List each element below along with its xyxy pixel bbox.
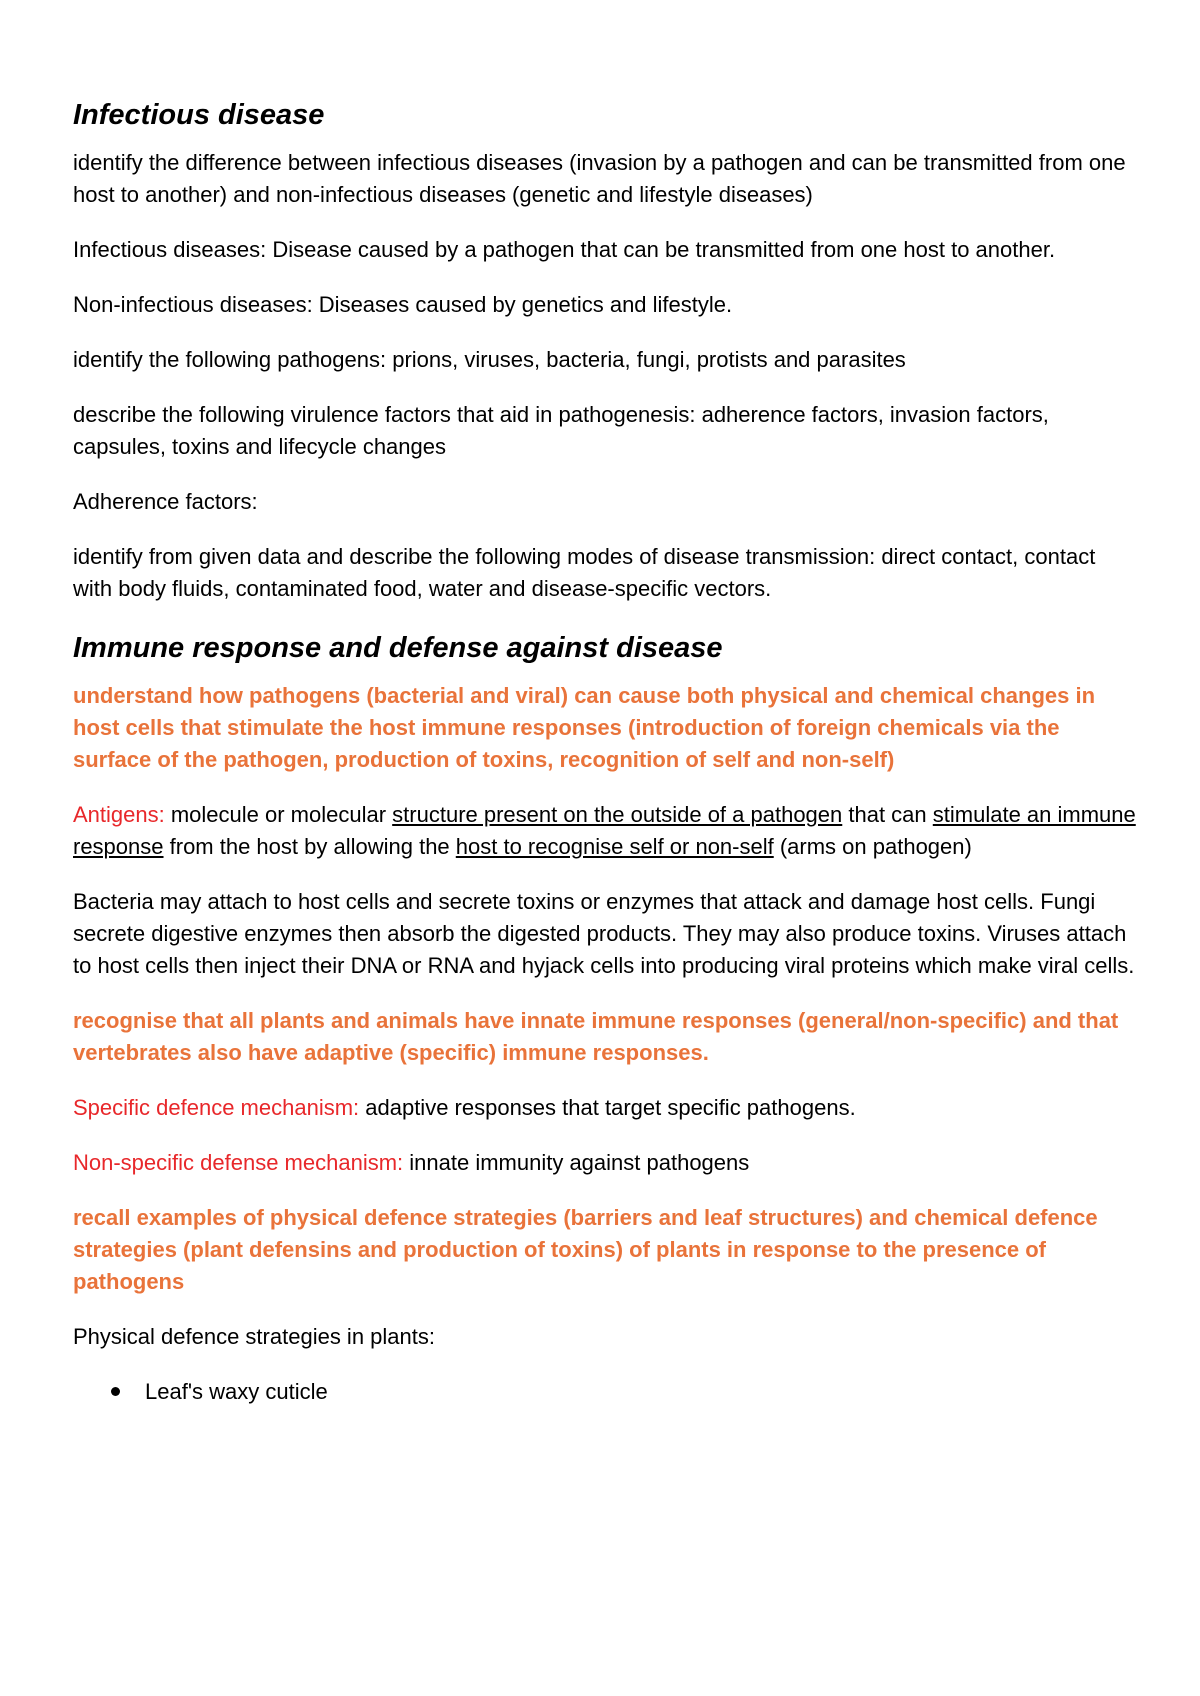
antigens-text-3: from the host by allowing the — [163, 834, 456, 859]
antigens-text-1: molecule or molecular — [164, 802, 393, 827]
heading-immune-response: Immune response and defense against disease — [73, 632, 723, 664]
paragraph-adherence-factors: Adherence factors: — [73, 489, 258, 514]
paragraph-identify-pathogens: identify the following pathogens: prions, viruses, bacteria, fungi, protists and parasites — [73, 347, 906, 372]
paragraph-virulence-factors: describe the following virulence factors that aid in pathogenesis: adherence factors, invasion factors, capsules, toxins and lifecycle changes — [73, 402, 1049, 459]
objective-pathogen-changes: understand how pathogens (bacterial and viral) can cause both physical and chemical changes in host cells that stimulate the host immune responses (introduction of foreign chemicals via the surface of the pathogen, production of toxins, recognition of self and non-self) — [73, 683, 1096, 772]
antigens-text-2: that can — [842, 802, 933, 827]
paragraph-nonspecific-defense — [73, 1147, 1140, 1179]
specific-defence-text: adaptive responses that target specific pathogens. — [359, 1095, 856, 1120]
paragraph-antigens — [73, 799, 1140, 863]
paragraph-infectious-definition: Infectious diseases: Disease caused by a pathogen that can be transmitted from one host to another. — [73, 237, 1056, 262]
list-item-text: Leaf's waxy cuticle — [145, 1379, 328, 1404]
heading-infectious-disease: Infectious disease — [73, 99, 325, 131]
antigens-underline-2: stimulate an immune response — [73, 802, 1136, 859]
paragraph-specific-defence — [73, 1092, 1140, 1124]
antigens-underline-1: structure present on the outside of a pathogen — [392, 802, 843, 827]
paragraph-transmission-modes: identify from given data and describe the following modes of disease transmission: direct contact, contact with body fluids, contaminated food, water and disease-specific vectors. — [73, 544, 1096, 601]
paragraph-physical-defence: Physical defence strategies in plants: — [73, 1324, 435, 1349]
paragraph-identify-difference: identify the difference between infectious diseases (invasion by a pathogen and can be transmitted from one host to another) and non-infectious diseases (genetic and lifestyle diseases) — [73, 150, 1126, 207]
paragraph-noninfectious-definition: Non-infectious diseases: Diseases caused by genetics and lifestyle. — [73, 292, 733, 317]
term-nonspecific-defense: Non-specific defense mechanism: — [73, 1150, 404, 1175]
paragraph-bacteria-fungi-viruses: Bacteria may attach to host cells and secrete toxins or enzymes that attack and damage host cells. Fungi secrete digestive enzymes then absorb the digested products. They may also produce toxins. Viruses attach to host cells then inject their DNA or RNA and hyjack cells into producing viral proteins which make viral cells. — [73, 889, 1135, 978]
nonspecific-defense-text: innate immunity against pathogens — [403, 1150, 750, 1175]
list-item — [73, 1376, 1140, 1408]
bullet-list — [73, 1376, 1140, 1408]
objective-innate-adaptive: recognise that all plants and animals have innate immune responses (general/non-specific) and that vertebrates also have adaptive (specific) immune responses. — [73, 1008, 1119, 1065]
term-antigens: Antigens: — [73, 802, 165, 827]
antigens-text-4: (arms on pathogen) — [773, 834, 972, 859]
bullet-icon — [111, 1387, 120, 1396]
objective-plant-defence: recall examples of physical defence strategies (barriers and leaf structures) and chemical defence strategies (plant defensins and production of toxins) of plants in response to the presence of pathogens — [73, 1205, 1098, 1294]
antigens-underline-3: host to recognise self or non-self — [455, 834, 774, 859]
term-specific-defence: Specific defence mechanism: — [73, 1095, 360, 1120]
